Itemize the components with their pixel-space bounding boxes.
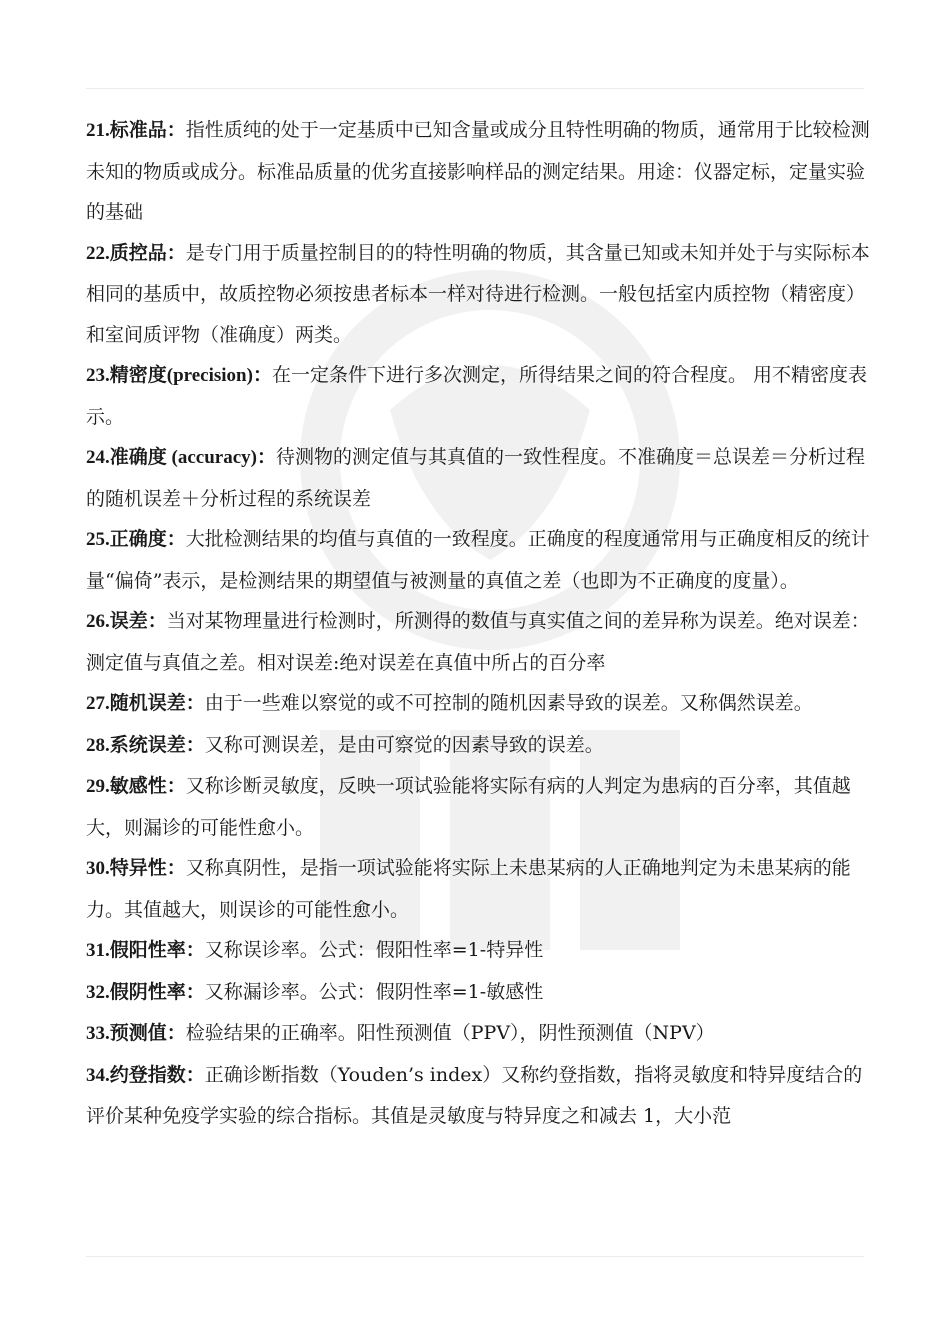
glossary-entry-25 [86,519,876,601]
entry-text: 又称可测误差，是由可察觉的因素导致的误差。 [204,733,604,756]
entry-term: 34.约登指数： [86,1064,205,1086]
glossary-entry-24 [86,437,876,519]
entry-term: 29.敏感性： [86,776,186,797]
header-rule [86,88,864,89]
footer-rule [86,1256,864,1257]
entry-text: 又称诊断灵敏度，反映一项试验能将实际有病的人判定为患病的百分率，其值越大，则漏诊的可能性愈小。 [86,775,851,839]
entry-term: 22.质控品： [86,242,186,264]
glossary-entry-32 [86,972,876,1014]
glossary-entry-30 [86,848,876,930]
glossary-entry-33 [86,1013,876,1055]
entry-term: 30.特异性： [86,858,186,879]
glossary-entry-34 [86,1055,876,1137]
entry-term: 27.随机误差： [86,693,205,714]
entry-term: 31.假阳性率： [86,940,205,961]
entry-text: 正确诊断指数（Youden’s index）又称约登指数，指将灵敏度和特异度结合的评价某种免疫学实验的综合指标。其值是灵敏度与特异度之和减去 1，大小范 [86,1063,863,1127]
entry-text: 又称漏诊率。公式：假阴性率=1-敏感性 [204,980,544,1003]
entry-term: 23.精密度(precision)： [86,365,272,386]
entry-term: 28.系统误差： [86,734,205,756]
glossary-entry-28 [86,725,876,767]
glossary-entry-22 [86,233,876,356]
entry-text: 又称误诊率。公式：假阳性率=1-特异性 [204,939,544,961]
entry-text: 又称真阴性，是指一项试验能将实际上未患某病的人正确地判定为未患某病的能力。其值越大，则误诊的可能性愈小。 [86,857,851,921]
glossary-entry-31 [86,930,876,972]
glossary-list [86,110,876,1137]
glossary-entry-21 [86,110,876,233]
entry-text: 大批检测结果的均值与真值的一致程度。正确度的程度通常用与正确度相反的统计量“偏倚”表示，是检测结果的期望值与被测量的真值之差（也即为不正确度的度量）。 [86,528,870,592]
entry-term: 33.预测值： [86,1023,186,1044]
glossary-entry-29 [86,766,876,848]
entry-text: 由于一些难以察觉的或不可控制的随机因素导致的误差。又称偶然误差。 [204,692,813,714]
entry-text: 在一定条件下进行多次测定，所得结果之间的符合程度。 用不精密度表示。 [86,364,867,428]
entry-term: 24.准确度 (accuracy)： [86,447,276,468]
glossary-entry-27 [86,683,876,725]
entry-term: 32.假阴性率： [86,981,205,1003]
glossary-entry-23 [86,355,876,437]
entry-text: 是专门用于质量控制目的的特性明确的物质，其含量已知或未知并处于与实际标本相同的基质中，故质控物必须按患者标本一样对待进行检测。一般包括室内质控物（精密度）和室间质评物（准确度）两类。 [86,241,870,346]
entry-term: 21.标准品： [86,120,186,141]
entry-term: 26.误差： [86,611,167,632]
entry-term: 25.正确度： [86,529,186,550]
entry-text: 当对某物理量进行检测时，所测得的数值与真实值之间的差异称为误差。绝对误差：测定值与真值之差。相对误差:绝对误差在真值中所占的百分率 [86,610,870,674]
entry-text: 指性质纯的处于一定基质中已知含量或成分且特性明确的物质，通常用于比较检测未知的物质或成分。标准品质量的优劣直接影响样品的测定结果。用途：仪器定标，定量实验的基础 [86,119,870,223]
glossary-entry-26 [86,601,876,683]
entry-text: 检验结果的正确率。阳性预测值（PPV），阴性预测值（NPV） [185,1022,715,1044]
entry-text: 待测物的测定值与其真值的一致性程度。不准确度＝总误差＝分析过程的随机误差＋分析过程的系统误差 [86,446,865,510]
